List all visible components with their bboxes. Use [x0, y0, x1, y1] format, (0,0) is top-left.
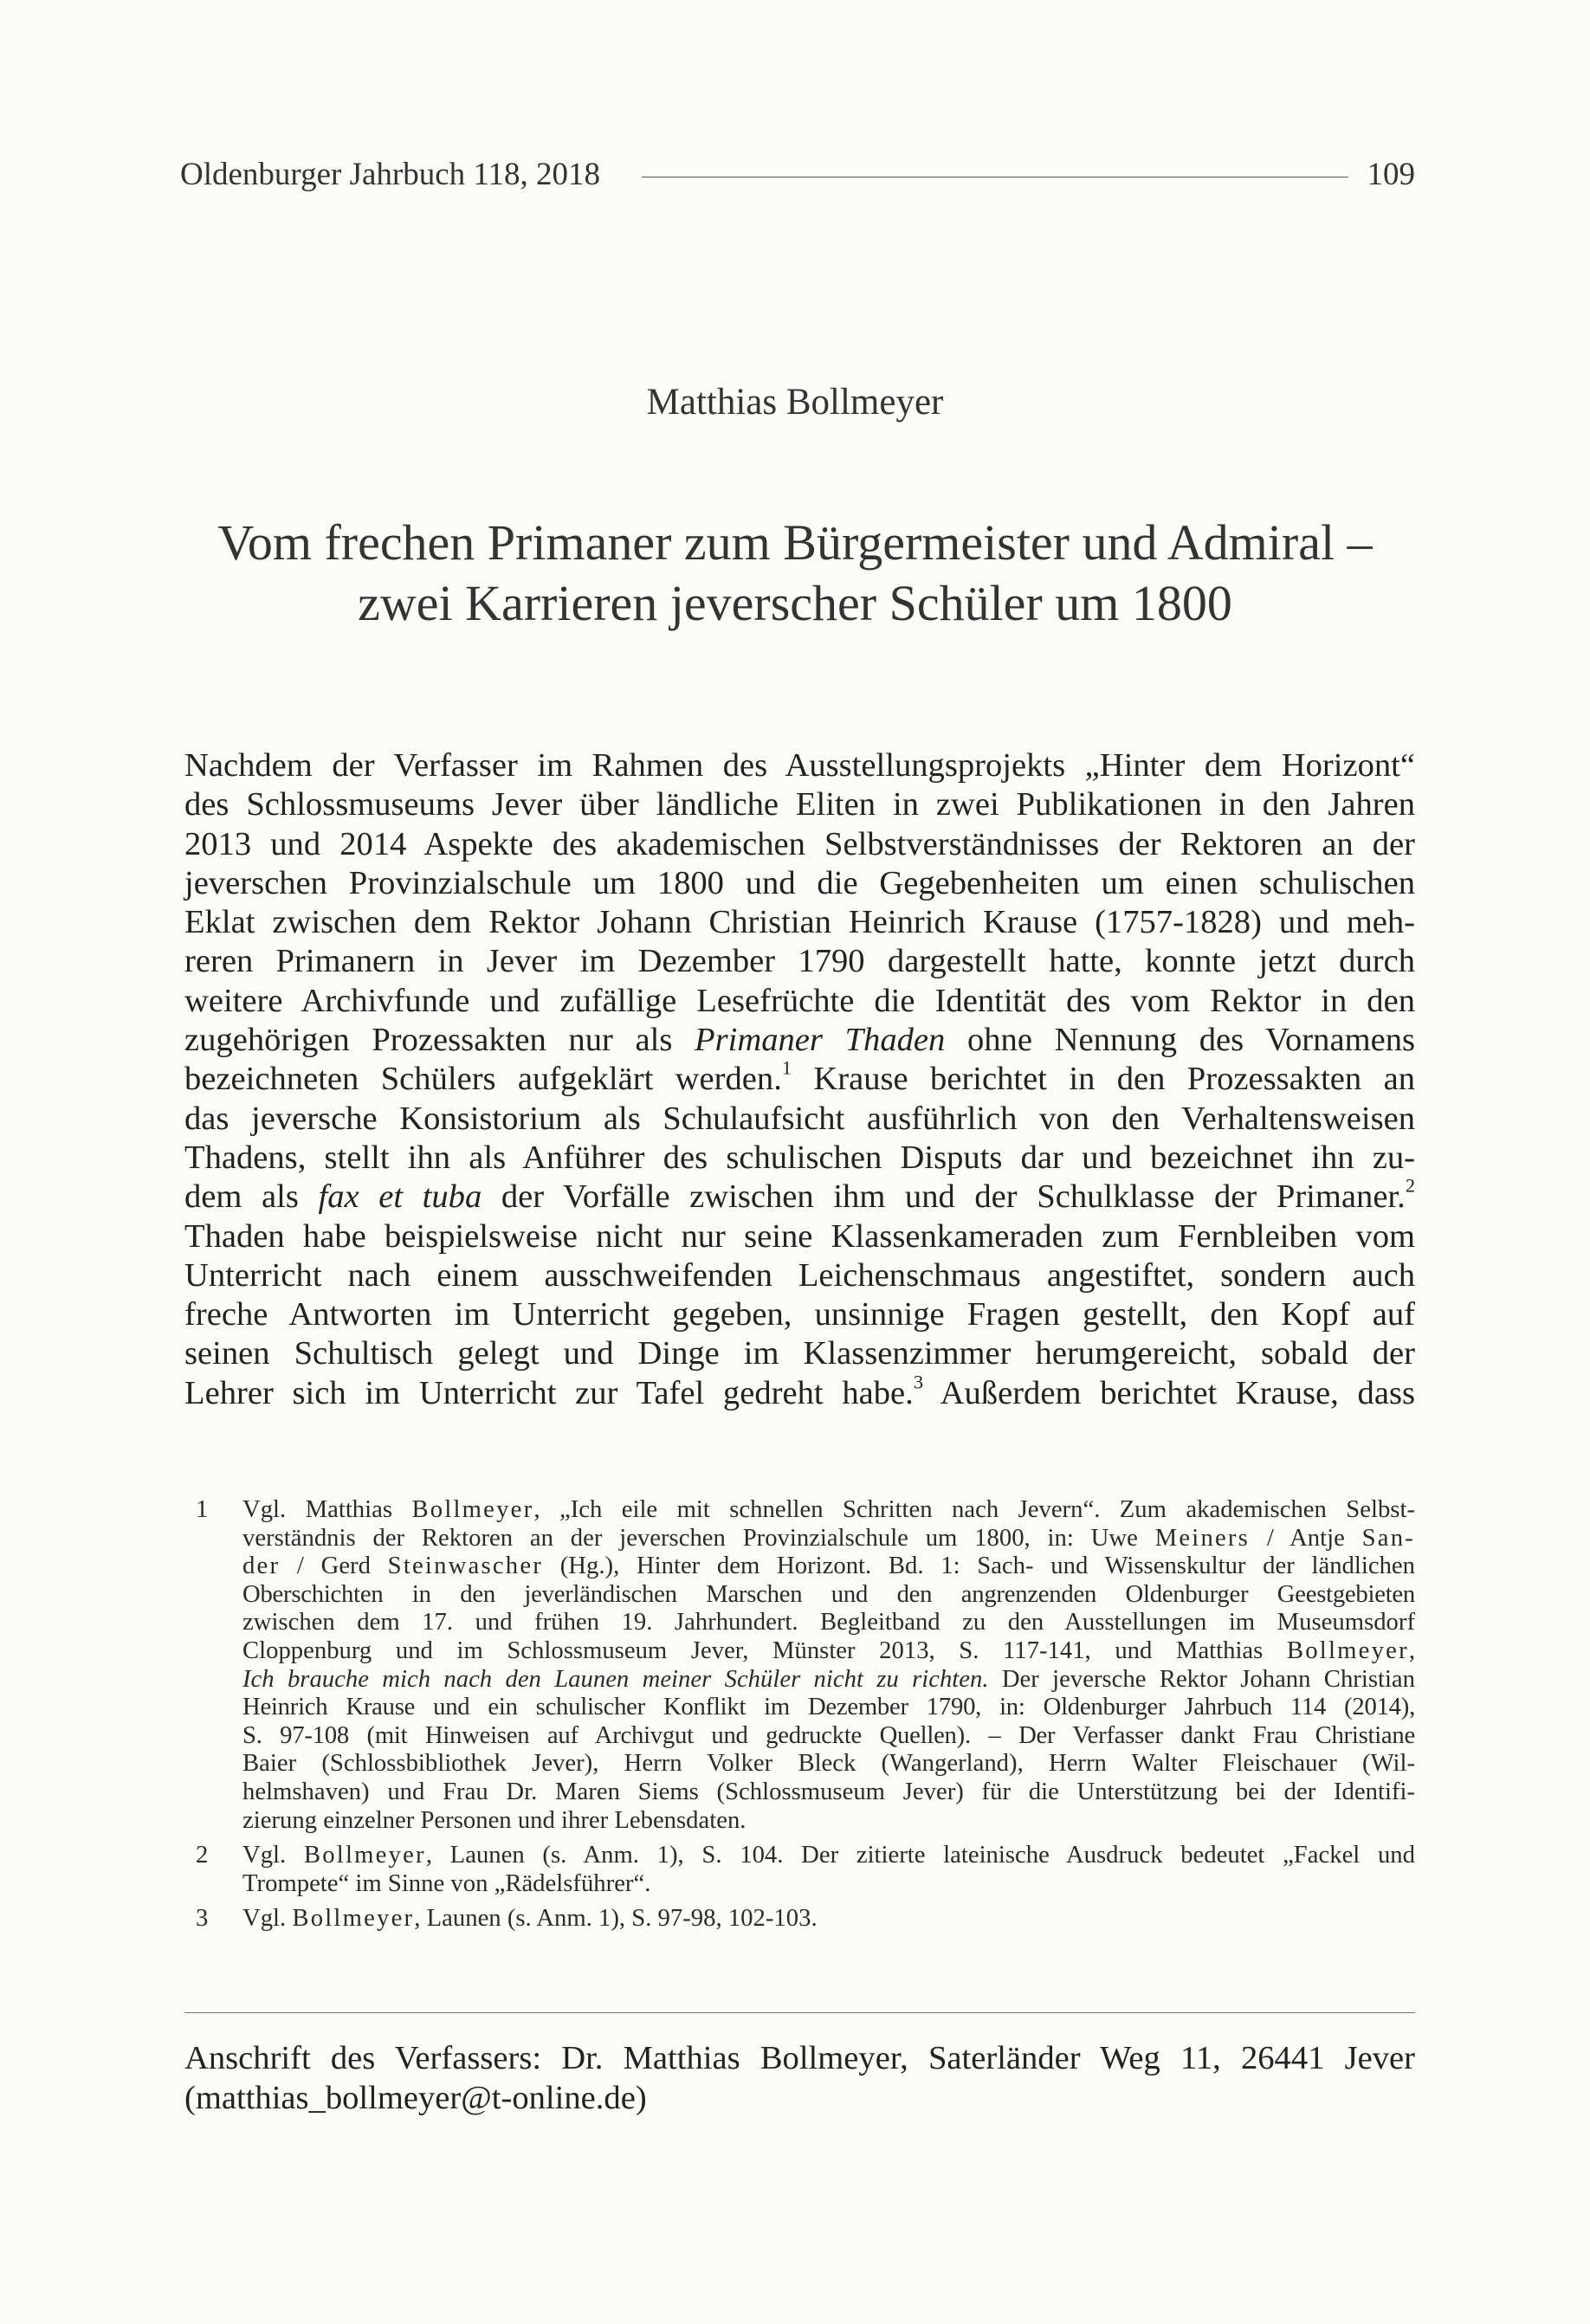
journal-name: Oldenburger Jahrbuch 118, 2018 [180, 157, 601, 192]
spaced-name: Bollmeyer [1286, 1636, 1409, 1664]
address-divider [184, 2012, 1415, 2013]
footnote-ref-1[interactable]: 1 [781, 1056, 792, 1079]
footnote-line: Baier (Schlossbibliothek Jever), Herrn Volker Bleck (Wangerland), Herrn Walter Fleischauer (Wil- [242, 1749, 1415, 1778]
footnote-line: der / Gerd Steinwascher (Hg.), Hinter dem Horizont. Bd. 1: Sach- und Wissenskultur der ländlichen [242, 1552, 1415, 1580]
author-email[interactable]: (matthias_bollmeyer@t-online.de) [184, 2080, 647, 2116]
title-line-2: zwei Karrieren jeverscher Schüler um 1800 [358, 575, 1232, 631]
body-line: Nachdem der Verfasser im Rahmen des Ausstellungsprojekts „Hinter dem Horizont“ [184, 747, 1415, 784]
footnote-ref-3[interactable]: 3 [913, 1371, 924, 1393]
spaced-name: San- [1361, 1523, 1416, 1552]
body-line: zugehörigen Prozessakten nur als Primaner Thaden ohne Nennung des Vornamens [184, 1022, 1415, 1059]
footnote-number: 1 [196, 1495, 209, 1523]
spaced-name: Steinwascher [387, 1552, 544, 1580]
italic-term: fax et tuba [318, 1178, 482, 1216]
footnote-number: 2 [196, 1841, 209, 1869]
footnote-line: S. 97-108 (mit Hinweisen auf Archivgut und gedruckte Quellen). – Der Verfasser dankt Frau Christiane [242, 1720, 1415, 1749]
footnote-number: 3 [196, 1904, 209, 1933]
footnote-line: Ich brauche mich nach den Launen meiner Schüler nicht zu richten. Der jeversche Rektor Johann Christian [242, 1664, 1415, 1693]
body-line: Lehrer sich im Unterricht zur Tafel gedreht habe.$^3$ Außerdem berichtet Krause, dass [184, 1371, 1415, 1411]
body-line: reren Primanern in Jever im Dezember 1790 dargestellt hatte, konnte jetzt durch [184, 943, 1415, 980]
footnote-line: helmshaven) und Frau Dr. Maren Siems (Schlossmuseum Jever) für die Unterstützung bei der Identifi- [242, 1777, 1415, 1805]
body-line: bezeichneten Schülers aufgeklärt werden.$^1$ Krause berichtet in den Prozessakten an [184, 1056, 1415, 1098]
body-line: Thadens, stellt ihn als Anführer des schulischen Disputs dar und bezeichnet ihn zu- [184, 1139, 1415, 1176]
spaced-name: Meiners [1154, 1523, 1251, 1552]
author-address [184, 2038, 1415, 2118]
footnote-line: Oberschichten in den jeverländischen Marschen und den angrenzenden Oldenburger Geestgebieten [242, 1579, 1415, 1608]
body-line: Unterricht nach einem ausschweifenden Leichenschmaus angestiftet, sondern auch [184, 1256, 1415, 1294]
body-line: seinen Schultisch gelegt und Dinge im Klassenzimmer herumgereicht, sobald der [184, 1335, 1415, 1372]
spaced-name: der [242, 1552, 281, 1580]
body-line: Eklat zwischen dem Rektor Johann Christian Heinrich Krause (1757-1828) und meh- [184, 904, 1415, 941]
footnote-line: Cloppenburg und im Schlossmuseum Jever, Münster 2013, S. 117-141, und Matthias Bollmeyer, [242, 1636, 1415, 1664]
footnote-line: zierung einzelner Personen und ihrer Lebensdaten. [242, 1805, 747, 1834]
body-line: weitere Archivfunde und zufällige Lesefrüchte die Identität des vom Rektor in den [184, 982, 1415, 1019]
body-line: des Schlossmuseums Jever über ländliche Eliten in zwei Publikationen in den Jahren [184, 786, 1415, 823]
footnote-line: Trompete“ im Sinne von „Rädelsführer“. [242, 1869, 651, 1897]
body-line: freche Antworten im Unterricht gegeben, unsinnige Fragen gestellt, den Kopf auf [184, 1296, 1415, 1333]
body-paragraph [184, 746, 1415, 1413]
address-line: Anschrift des Verfassers: Dr. Matthias Bollmeyer, Saterländer Weg 11, 26441 Jever [184, 2040, 1415, 2076]
footnote-line: zwischen dem 17. und frühen 19. Jahrhundert. Begleitband zu den Ausstellungen im Museumsdorf [242, 1608, 1415, 1636]
body-line: das jeversche Konsistorium als Schulaufsicht ausführlich von den Verhaltensweisen [184, 1100, 1415, 1137]
spaced-name: Bollmeyer [411, 1495, 534, 1523]
header-rule [642, 177, 1348, 178]
spaced-name: Bollmeyer [303, 1841, 426, 1869]
article-author: Matthias Bollmeyer [646, 382, 944, 423]
italic-term: Primaner Thaden [695, 1022, 946, 1059]
article-title [130, 513, 1460, 634]
footnote-line: Heinrich Krause und ein schulischer Konflikt im Dezember 1790, in: Oldenburger Jahrbuch 114 (2014), [242, 1693, 1415, 1721]
footnote-line: Vgl. Bollmeyer, Launen (s. Anm. 1), S. 97-98, 102-103. [242, 1904, 818, 1933]
footnote-1 [196, 1495, 1415, 1834]
footnote-ref-2[interactable]: 2 [1405, 1174, 1415, 1197]
body-line: 2013 und 2014 Aspekte des akademischen Selbstverständnisses der Rektoren an der [184, 825, 1415, 862]
body-line: jeverschen Provinzialschule um 1800 und die Gegebenheiten um einen schulischen [184, 864, 1415, 901]
spaced-name: Bollmeyer [292, 1904, 415, 1933]
italic-title: Ich brauche mich nach den Launen meiner Schüler nicht zu richten. [242, 1664, 989, 1693]
body-line: dem als fax et tuba der Vorfälle zwischen ihm und der Schulklasse der Primaner.$^2$ [184, 1174, 1415, 1216]
running-head [180, 156, 1415, 193]
footnote-line: Vgl. Matthias Bollmeyer, „Ich eile mit schnellen Schritten nach Jevern“. Zum akademischen Selbst- [242, 1495, 1415, 1523]
footnote-2 [196, 1841, 1415, 1897]
footnote-line: verständnis der Rektoren an der jeverschen Provinzialschule um 1800, in: Uwe Meiners / Antje San- [242, 1523, 1416, 1552]
footnote-line: Vgl. Bollmeyer, Launen (s. Anm. 1), S. 104. Der zitierte lateinische Ausdruck bedeutet „Fackel und [242, 1841, 1415, 1869]
footnote-3 [196, 1904, 1415, 1933]
footnotes [196, 1495, 1415, 1940]
page-number: 109 [1367, 157, 1415, 192]
body-line: Thaden habe beispielsweise nicht nur seine Klassenkameraden zum Fernbleiben vom [184, 1217, 1415, 1255]
title-line-1: Vom frechen Primaner zum Bürgermeister und Admiral – [217, 514, 1373, 571]
